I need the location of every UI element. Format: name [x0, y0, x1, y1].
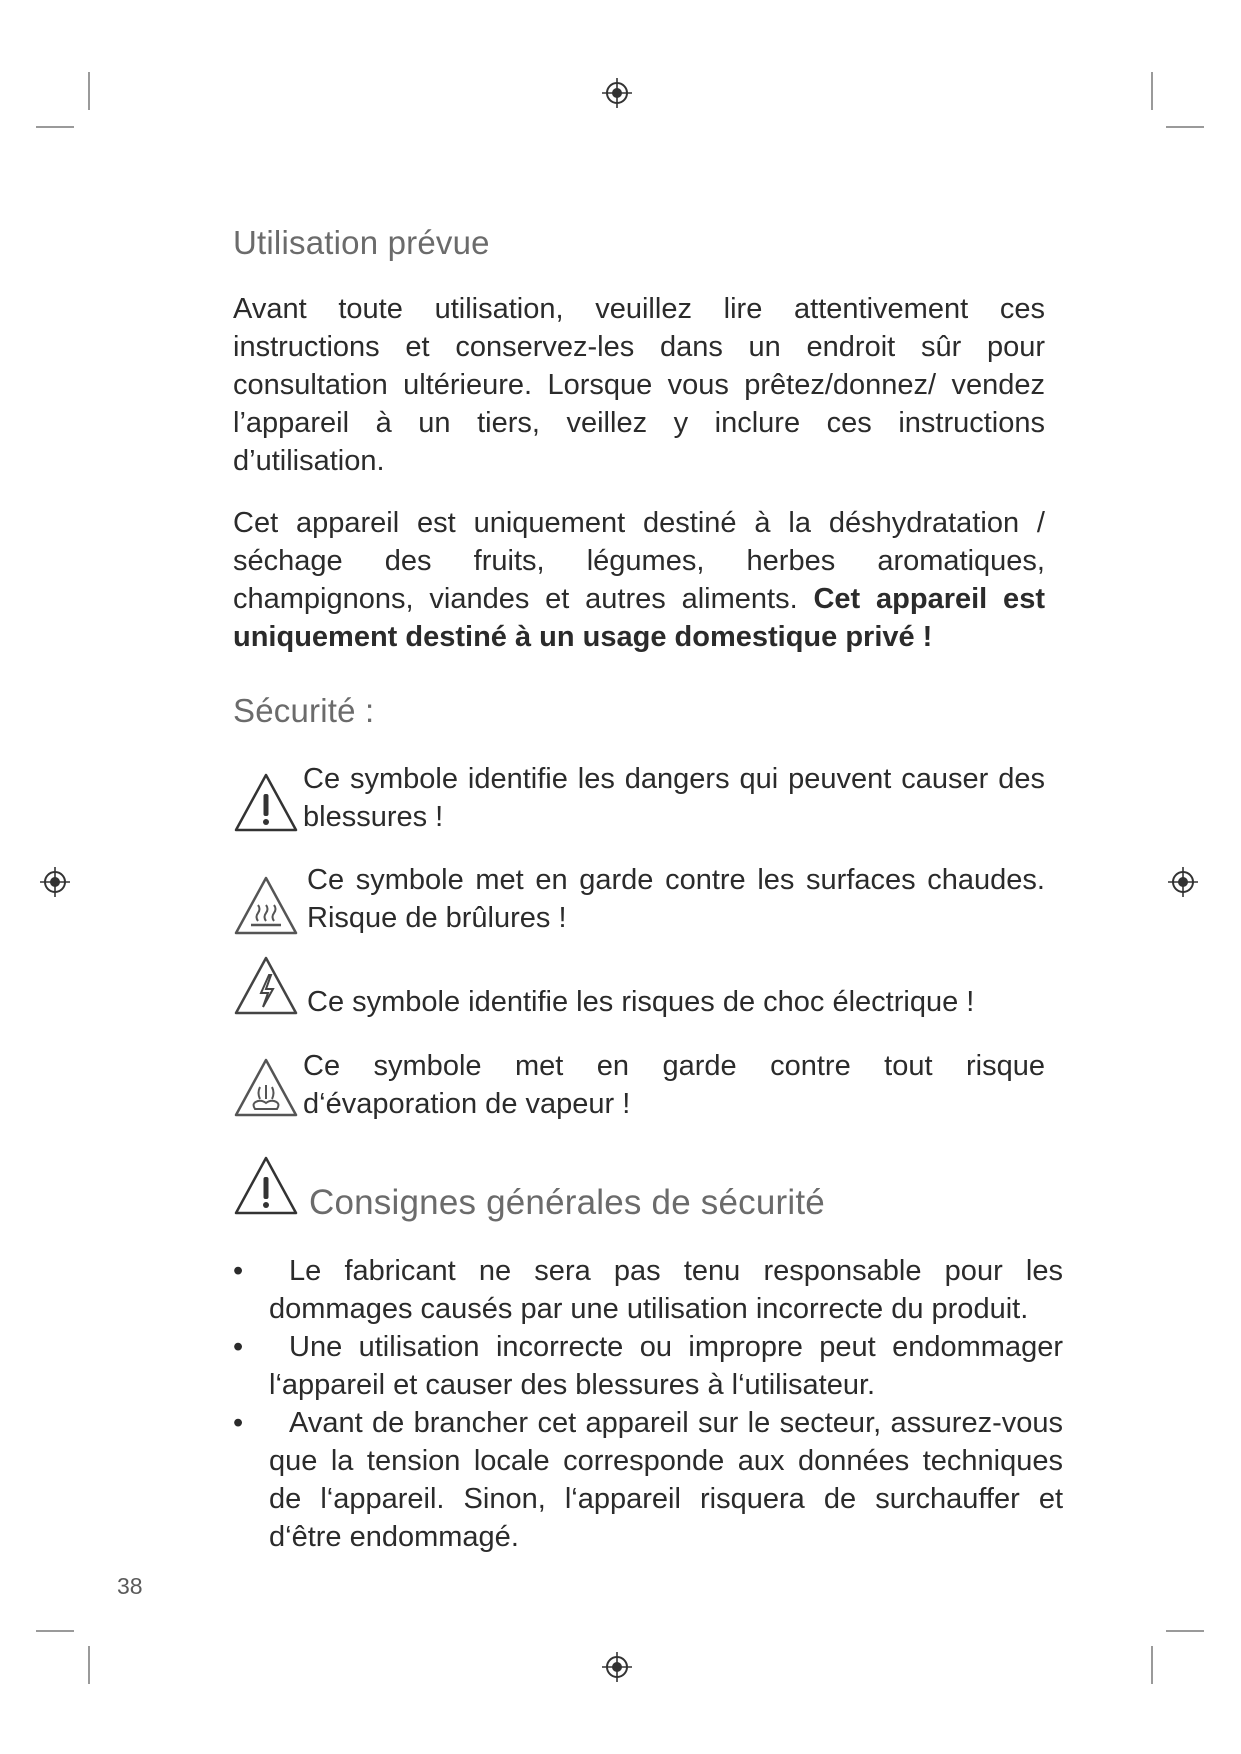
warning-exclamation-icon: [233, 772, 299, 834]
safety-symbol-text: Ce symbole met en garde contre les surfaces chaudes. Risque de brûlures !: [307, 864, 1045, 934]
registration-mark-icon: [40, 867, 70, 897]
crop-mark: [88, 1646, 90, 1684]
safety-symbol-text: Ce symbole identifie les dangers qui peuvent causer des blessures !: [303, 763, 1045, 833]
crop-mark: [88, 72, 90, 110]
hot-surface-icon: [233, 875, 299, 937]
bullet: •: [233, 1255, 244, 1287]
warning-exclamation-icon: [233, 1155, 299, 1217]
safety-symbol-text: Ce symbole identifie les risques de choc électrique !: [307, 986, 975, 1018]
crop-mark: [36, 126, 74, 128]
safety-symbol-row: [233, 955, 1045, 1035]
safety-symbol-row: [233, 760, 1045, 840]
steam-hazard-icon: [233, 1057, 299, 1119]
electric-shock-icon: [233, 955, 299, 1017]
usage-paragraph-1: Avant toute utilisation, veuillez lire attentivement ces instructions et conservez-les dans un endroit sûr pour consultation ultérieure. Lorsque vous prêtez/donnez/ vendez l’appareil à un tiers, veillez y inclure ces instructions d’utilisation.: [233, 293, 1045, 477]
section-title-general-safety: Consignes générales de sécurité: [309, 1183, 825, 1222]
bullet: •: [233, 1407, 244, 1439]
registration-mark-icon: [1168, 867, 1198, 897]
safety-symbol-row: [233, 861, 1045, 941]
usage-paragraph-2-bold: Cet appareil est uniquement destiné à un usage domestique privé !: [233, 583, 1045, 653]
crop-mark: [1166, 126, 1204, 128]
safety-symbol-row: [233, 1047, 1045, 1127]
usage-paragraph-2-regular: Cet appareil est uniquement destiné à la déshydratation / séchage des fruits, légumes, herbes aromatiques, champignons, viandes et autres aliments.: [233, 507, 1045, 615]
safety-symbol-text: Ce symbole met en garde contre tout risque d‘évaporation de vapeur !: [303, 1050, 1045, 1120]
crop-mark: [1166, 1630, 1204, 1632]
page-number: 38: [117, 1573, 143, 1599]
section-title-safety: Sécurité :: [233, 692, 375, 729]
usage-paragraph-2: [233, 504, 1045, 656]
list-item-text: Une utilisation incorrecte ou impropre peut endommager l‘appareil et causer des blessures à l‘utilisateur.: [269, 1331, 1063, 1401]
general-safety-list: [233, 1252, 1063, 1556]
bullet: •: [233, 1331, 244, 1363]
crop-mark: [1151, 1646, 1153, 1684]
crop-mark: [1151, 72, 1153, 110]
list-item: [233, 1328, 1063, 1404]
list-item: [233, 1404, 1063, 1556]
registration-mark-icon: [602, 78, 632, 108]
list-item-text: Le fabricant ne sera pas tenu responsable pour les dommages causés par une utilisation incorrecte du produit.: [269, 1255, 1063, 1325]
crop-mark: [36, 1630, 74, 1632]
general-safety-header: [233, 1155, 1053, 1230]
list-item-text: Avant de brancher cet appareil sur le secteur, assurez-vous que la tension locale corresponde aux données techniques de l‘appareil. Sinon, l‘appareil risquera de surchauffer et d‘être endommagé.: [269, 1407, 1063, 1553]
registration-mark-icon: [602, 1652, 632, 1682]
section-title-usage: Utilisation prévue: [233, 224, 490, 261]
list-item: [233, 1252, 1063, 1328]
